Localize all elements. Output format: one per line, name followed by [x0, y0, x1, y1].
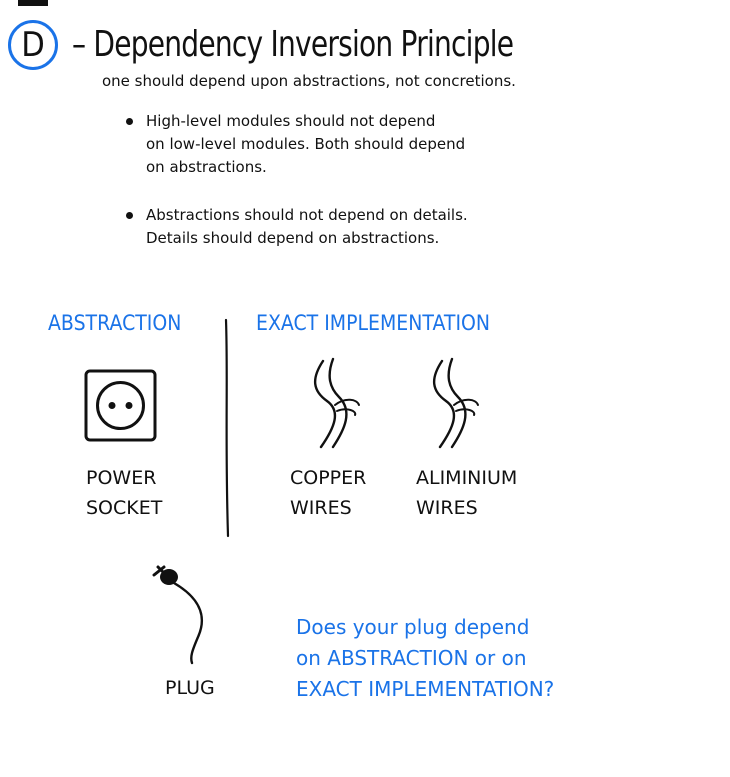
copper-wires-label-line-1: COPPER: [290, 467, 367, 489]
aluminium-wires-label-line-1: ALIMINIUM: [416, 467, 518, 489]
bullet-dot-icon: [126, 212, 133, 219]
copper-wires-label: [290, 463, 366, 523]
question-line-2: on ABSTRACTION or on: [296, 646, 527, 670]
letter-badge-text: D: [21, 25, 45, 65]
power-socket-icon: [84, 369, 158, 443]
letter-badge: [8, 20, 58, 70]
bullet-1-line-1: High-level modules should not depend: [146, 112, 436, 130]
question-text: [296, 612, 596, 705]
bullet-2-line-2: Details should depend on abstractions.: [146, 229, 440, 247]
bullet-item-1: [126, 110, 546, 179]
bullet-1-line-3: on abstractions.: [146, 158, 267, 176]
top-edge-mark: [18, 0, 48, 6]
page-subtitle: one should depend upon abstractions, not concretions.: [102, 72, 516, 90]
bullet-1-line-2: on low-level modules. Both should depend: [146, 135, 466, 153]
question-line-1: Does your plug depend: [296, 615, 530, 639]
question-line-3: EXACT IMPLEMENTATION?: [296, 677, 555, 701]
page-title: – Dependency Inversion Principle: [72, 24, 514, 65]
aluminium-wires-label-line-2: WIRES: [416, 497, 478, 519]
aluminium-wires-label: [416, 463, 517, 523]
divider-line: [222, 318, 232, 540]
power-socket-label: [86, 463, 162, 523]
power-socket-label-line-1: POWER: [86, 467, 157, 489]
copper-wires-label-line-2: WIRES: [290, 497, 352, 519]
aluminium-wires-icon: [426, 357, 486, 449]
plug-icon: [150, 563, 212, 667]
copper-wires-icon: [307, 357, 367, 449]
abstraction-heading: ABSTRACTION: [48, 311, 182, 335]
bullet-2-line-1: Abstractions should not depend on details.: [146, 206, 468, 224]
bullet-item-2: [126, 204, 546, 250]
plug-label: PLUG: [165, 677, 215, 699]
bullet-dot-icon: [126, 118, 133, 125]
implementation-heading: EXACT IMPLEMENTATION: [256, 311, 491, 335]
power-socket-label-line-2: SOCKET: [86, 497, 163, 519]
